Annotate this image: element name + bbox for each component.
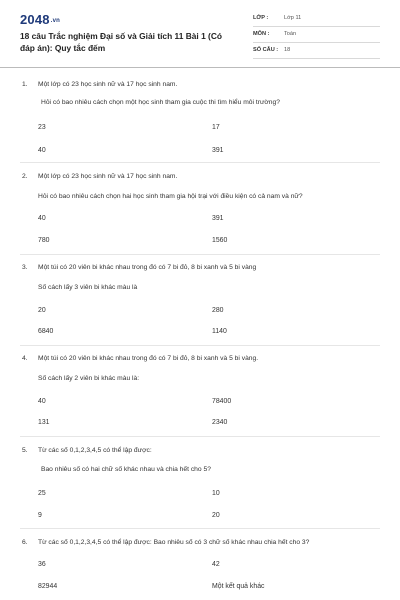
answer-option-b[interactable]: 391 bbox=[212, 215, 224, 222]
answer-option-a[interactable]: 36 bbox=[38, 561, 46, 568]
answer-option-a[interactable]: 40 bbox=[38, 215, 46, 222]
answer-option-b[interactable]: 17 bbox=[212, 124, 220, 131]
meta-row-question-count bbox=[253, 43, 380, 59]
question-number: 4. bbox=[22, 355, 28, 362]
site-logo[interactable] bbox=[20, 12, 60, 27]
meta-value: Toán bbox=[284, 31, 297, 37]
question-number: 2. bbox=[22, 173, 28, 180]
answer-option-c[interactable]: 9 bbox=[38, 512, 42, 519]
question-number: 1. bbox=[22, 81, 28, 88]
question-divider bbox=[20, 528, 380, 529]
meta-value: Lớp 11 bbox=[284, 15, 302, 21]
question-text: Từ các số 0,1,2,3,4,5 có thể lập được: bbox=[38, 447, 152, 454]
meta-key: SỐ CÂU : bbox=[253, 47, 279, 53]
question-text: Một lớp có 23 học sinh nữ và 17 học sinh nam. bbox=[38, 173, 178, 180]
header-divider bbox=[0, 67, 400, 68]
meta-key: LỚP : bbox=[253, 15, 269, 21]
answer-option-d[interactable]: Một kết quả khác bbox=[212, 583, 265, 590]
question-text: Một lớp có 23 học sinh nữ và 17 học sinh nam. bbox=[38, 81, 178, 88]
logo-text: 2048 bbox=[20, 12, 50, 27]
question-divider bbox=[20, 162, 380, 163]
question-subtext: Hỏi có bao nhiêu cách chọn hai học sinh tham gia hội trại với điều kiện có cả nam và nữ? bbox=[38, 193, 303, 200]
meta-row-grade bbox=[253, 11, 380, 27]
meta-key: MÔN : bbox=[253, 31, 270, 37]
meta-row-subject bbox=[253, 27, 380, 43]
meta-value: 18 bbox=[284, 47, 291, 53]
question-divider bbox=[20, 254, 380, 255]
answer-option-b[interactable]: 10 bbox=[212, 490, 220, 497]
question-number: 5. bbox=[22, 447, 28, 454]
answer-option-a[interactable]: 23 bbox=[38, 124, 46, 131]
answer-option-d[interactable]: 391 bbox=[212, 147, 224, 154]
answer-option-d[interactable]: 2340 bbox=[212, 419, 228, 426]
question-subtext: Bao nhiêu số có hai chữ số khác nhau và chia hết cho 5? bbox=[41, 466, 211, 473]
answer-option-a[interactable]: 20 bbox=[38, 307, 46, 314]
question-subtext: Hỏi có bao nhiêu cách chọn một học sinh tham gia cuộc thi tìm hiểu môi trường? bbox=[41, 99, 280, 106]
answer-option-c[interactable]: 780 bbox=[38, 237, 50, 244]
document-header bbox=[0, 0, 400, 66]
answer-option-b[interactable]: 78400 bbox=[212, 398, 232, 405]
answer-option-a[interactable]: 40 bbox=[38, 398, 46, 405]
question-divider bbox=[20, 436, 380, 437]
question-divider bbox=[20, 345, 380, 346]
logo-suffix: .vn bbox=[50, 17, 61, 24]
question-number: 6. bbox=[22, 539, 28, 546]
answer-option-b[interactable]: 42 bbox=[212, 561, 220, 568]
question-text: Một túi có 20 viên bi khác nhau trong đó có 7 bi đỏ, 8 bi xanh và 5 bi vàng. bbox=[38, 355, 259, 362]
answer-option-d[interactable]: 1560 bbox=[212, 237, 228, 244]
answer-option-c[interactable]: 131 bbox=[38, 419, 50, 426]
answer-option-b[interactable]: 280 bbox=[212, 307, 224, 314]
document-title: 18 câu Trắc nghiệm Đại số và Giải tích 11 Bài 1 (Có đáp án): Quy tắc đếm bbox=[20, 31, 223, 53]
answer-option-c[interactable]: 40 bbox=[38, 147, 46, 154]
answer-option-d[interactable]: 1140 bbox=[212, 328, 227, 335]
question-subtext: Số cách lấy 2 viên bi khác màu là: bbox=[38, 375, 140, 382]
question-text: Một túi có 20 viên bi khác nhau trong đó có 7 bi đỏ, 8 bi xanh và 5 bi vàng bbox=[38, 264, 257, 271]
answer-option-a[interactable]: 25 bbox=[38, 490, 46, 497]
question-text: Từ các số 0,1,2,3,4,5 có thể lập được: Bao nhiêu số có 3 chữ số khác nhau chia hết cho 3? bbox=[38, 539, 310, 546]
question-subtext: Số cách lấy 3 viên bi khác màu là bbox=[38, 284, 138, 291]
answer-option-c[interactable]: 6840 bbox=[38, 328, 54, 335]
question-number: 3. bbox=[22, 264, 28, 271]
answer-option-c[interactable]: 82944 bbox=[38, 583, 58, 590]
answer-option-d[interactable]: 20 bbox=[212, 512, 220, 519]
